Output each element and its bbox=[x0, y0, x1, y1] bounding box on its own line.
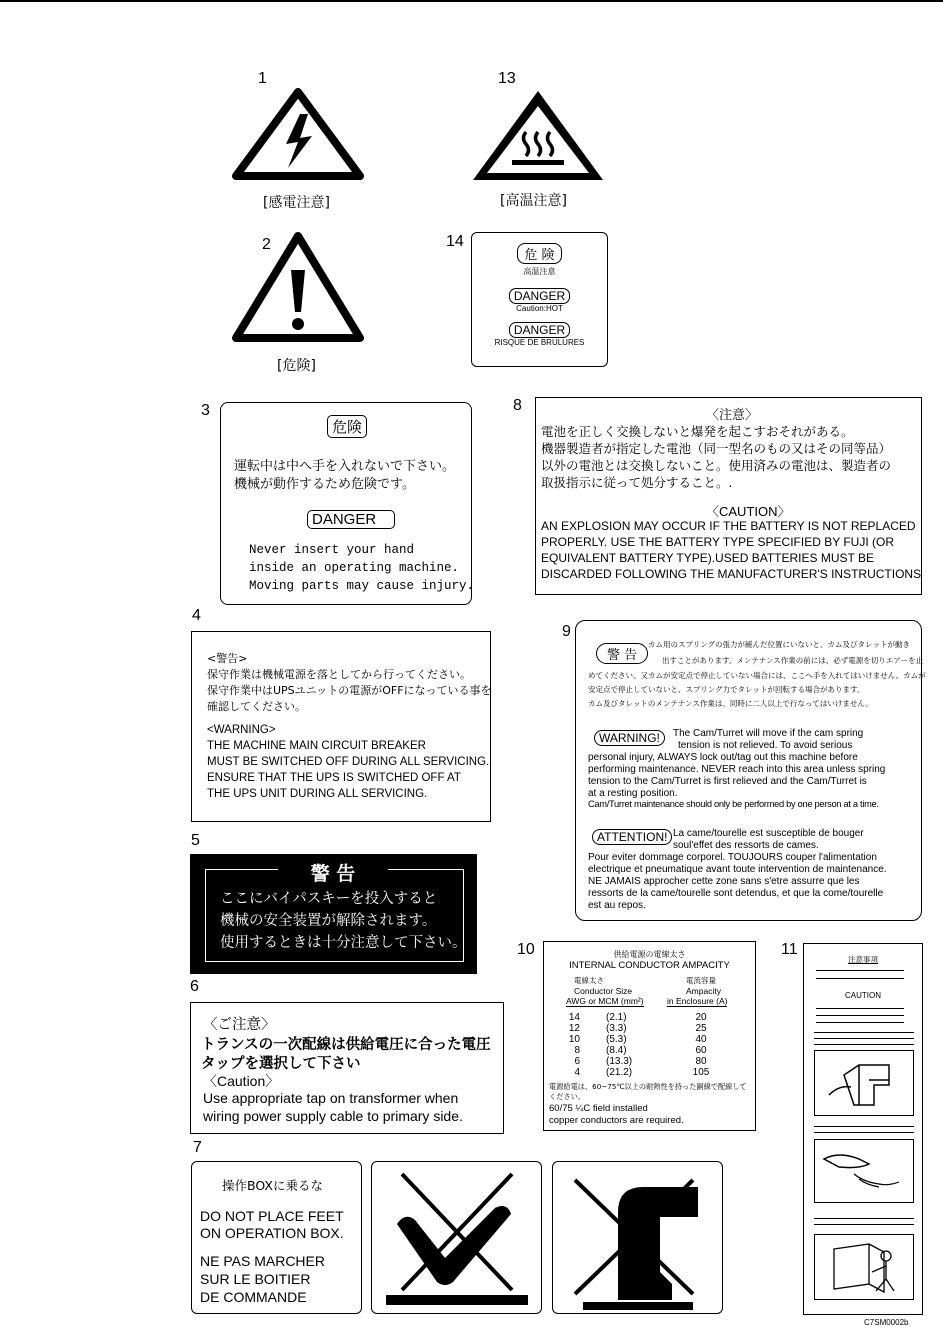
ups-warning-ja-title: <警告> bbox=[207, 652, 248, 665]
warning-badge: WARNING! bbox=[594, 730, 665, 746]
label-number-5: 5 bbox=[191, 832, 200, 849]
ampacity-awg: 6 bbox=[574, 1056, 580, 1067]
label-number-4: 4 bbox=[192, 607, 201, 624]
ampacity-awg: 10 bbox=[568, 1034, 580, 1045]
cam-warn-5: tension to the Cam/Turret is first relieved and the Cam/Turret is bbox=[588, 776, 867, 787]
cam-att-2: soul'effet des ressorts de cames. bbox=[673, 840, 819, 851]
col2-en1: Ampacity bbox=[686, 986, 721, 996]
transformer-en-2: wiring power supply cable to primary side. bbox=[203, 1108, 463, 1124]
battery-caution-ja-title: 〈注意〉 bbox=[706, 408, 759, 423]
label-5-bypass-key-warning bbox=[190, 854, 477, 974]
cam-ja-4: 安定点で停止していないと、スプリング力でタレットが回転する場合があります。 bbox=[588, 685, 865, 694]
label-14-danger-hot bbox=[471, 232, 608, 367]
label-8-battery-caution bbox=[535, 397, 922, 595]
ampacity-row bbox=[544, 1034, 755, 1045]
no-hand-on-box-icon bbox=[372, 1162, 541, 1313]
label-number-8: 8 bbox=[513, 397, 522, 414]
ampacity-amps: 60 bbox=[695, 1045, 707, 1056]
ampacity-note-ja-1: 電源給電は、60~75℃以上の耐熱性を持った銅線で配線して bbox=[549, 1082, 747, 1091]
ampacity-title-en: INTERNAL CONDUCTOR AMPACITY bbox=[569, 960, 730, 971]
cam-ja-3: めてください。又カムが安定点で停止していない場合には、ここへ手を入れてはいけません。カムが bbox=[588, 671, 926, 680]
ampacity-mm2: (2.1) bbox=[606, 1012, 627, 1023]
ampacity-mm2: (5.3) bbox=[606, 1034, 627, 1045]
cam-att-6: ressorts de la came/tourelle sont detendus, et que la come/tourelle bbox=[588, 888, 884, 899]
label-number-13: 13 bbox=[498, 70, 516, 87]
transformer-ja-2: タップを選択して下さい bbox=[201, 1056, 361, 1072]
do-not-step-en-1: DO NOT PLACE FEET bbox=[200, 1208, 344, 1224]
col1-ja: 電線太さ bbox=[574, 976, 604, 985]
hand-warning-en-2: inside an operating machine. bbox=[249, 561, 460, 575]
transformer-ja-1: トランスの一次配線は供給電圧に合った電圧 bbox=[201, 1037, 491, 1053]
caution-hot-text: Caution:HOT bbox=[516, 304, 563, 313]
transformer-en-1: Use appropriate tap on transformer when bbox=[203, 1090, 459, 1106]
ampacity-table bbox=[544, 1012, 755, 1078]
ampacity-mm2: (21.2) bbox=[606, 1067, 633, 1078]
ampacity-note-ja-2: ください。 bbox=[549, 1092, 585, 1101]
no-foot-on-box-icon bbox=[553, 1162, 722, 1313]
label-10-conductor-ampacity bbox=[543, 941, 756, 1131]
ampacity-awg: 14 bbox=[568, 1012, 580, 1023]
cam-att-3: Pour eviter dommage corporel. TOUJOURS couper l'alimentation bbox=[588, 852, 877, 863]
hand-warning-ja-1: 運転中は中へ手を入れないで下さい。 bbox=[234, 459, 456, 474]
figure-code: C7SM0002b bbox=[864, 1318, 909, 1327]
col2-ja: 電流容量 bbox=[686, 976, 716, 985]
do-not-step-fr-1: NE PAS MARCHER bbox=[200, 1253, 325, 1269]
kiken-badge: 危 険 bbox=[517, 243, 561, 264]
ampacity-amps: 25 bbox=[695, 1023, 707, 1034]
battery-caution-en-title: 〈CAUTION〉 bbox=[706, 504, 791, 519]
ampacity-mm2: (3.3) bbox=[606, 1023, 627, 1034]
top-rule bbox=[0, 0, 943, 2]
battery-en-4: DISCARDED FOLLOWING THE MANUFACTURER'S INSTRUCTIONS bbox=[541, 567, 922, 581]
col1-en1: Conductor Size bbox=[574, 986, 633, 996]
ups-warning-en-3: ENSURE THAT THE UPS IS SWITCHED OFF AT bbox=[207, 772, 461, 784]
hand-warning-en-1: Never insert your hand bbox=[249, 543, 415, 557]
ups-warning-ja-1: 保守作業は機械電源を落としてから行ってください。 bbox=[207, 668, 471, 681]
label-4-ups-warning bbox=[191, 631, 491, 822]
battery-en-3: EQUIVALENT BATTERY TYPE).USED BATTERIES MUST BE bbox=[541, 551, 874, 565]
cam-warn-7: Cam/Turret maintenance should only be performed by one person at a time. bbox=[588, 799, 879, 809]
hand-pinch-pictogram-icon bbox=[814, 1050, 914, 1116]
bypass-warning-title: 警 告 bbox=[278, 859, 388, 886]
label-number-2: 2 bbox=[262, 236, 271, 253]
label-9-cam-turret-warning bbox=[575, 620, 926, 921]
danger-badge-2: DANGER bbox=[509, 322, 570, 338]
label-caption-2: [危険] bbox=[277, 358, 316, 374]
label-number-10: 10 bbox=[517, 941, 535, 958]
cam-warn-1: The Cam/Turret will move if the cam spring bbox=[673, 728, 864, 739]
cam-warn-6: at a resting position. bbox=[588, 788, 678, 799]
electric-shock-warning-icon bbox=[232, 88, 364, 180]
hand-cable-pictogram-icon bbox=[814, 1139, 914, 1203]
kiken-badge: 危険 bbox=[327, 415, 367, 438]
ampacity-amps: 20 bbox=[695, 1012, 707, 1023]
ampacity-mm2: (13.3) bbox=[606, 1056, 633, 1067]
label-caption-1: [感電注意] bbox=[263, 195, 330, 211]
ampacity-row bbox=[544, 1056, 755, 1067]
cam-warn-2: tension is not relieved. To avoid serious bbox=[678, 740, 853, 751]
keikoku-badge: 警 告 bbox=[596, 643, 648, 664]
ups-warning-ja-2: 保守作業中はUPSユニットの電源がOFFになっている事を bbox=[207, 684, 492, 697]
cam-att-5: NE JAMAIS approcher cette zone sans s'etre assurre que les bbox=[588, 876, 860, 887]
ampacity-awg: 8 bbox=[574, 1045, 580, 1056]
label-number-3: 3 bbox=[201, 402, 210, 419]
battery-ja-3: 以外の電池とは交換しないこと。使用済みの電池は、製造者の bbox=[541, 458, 892, 473]
ampacity-awg: 4 bbox=[574, 1067, 580, 1078]
hot-surface-warning-icon bbox=[470, 88, 606, 184]
transformer-caution-ja-title: 〈ご注意〉 bbox=[203, 1017, 276, 1033]
ups-warning-en-2: MUST BE SWITCHED OFF DURING ALL SERVICING. bbox=[207, 756, 490, 768]
label-number-14: 14 bbox=[446, 233, 464, 250]
label-3-hand-danger bbox=[220, 402, 475, 605]
ampacity-row bbox=[544, 1012, 755, 1023]
risque-text: RISQUE DE BRULURES bbox=[494, 338, 585, 347]
ampacity-row bbox=[544, 1067, 755, 1078]
battery-ja-4: 取扱指示に従って処分すること。. bbox=[541, 475, 733, 490]
col2-en2: in Enclosure (A) bbox=[667, 996, 728, 1006]
do-not-step-en-2: ON OPERATION BOX. bbox=[200, 1225, 344, 1241]
ampacity-awg: 12 bbox=[568, 1023, 580, 1034]
label-7-do-not-step-text bbox=[191, 1161, 362, 1314]
label-7-no-foot-pictogram bbox=[552, 1161, 723, 1314]
ampacity-note-en-2: copper conductors are required. bbox=[549, 1115, 684, 1126]
danger-badge-1: DANGER bbox=[509, 288, 570, 304]
cam-att-1: La came/tourelle est susceptible de bouger bbox=[673, 828, 864, 839]
label-number-6: 6 bbox=[190, 978, 199, 995]
hand-warning-ja-2: 機械が動作するため危険です。 bbox=[234, 477, 415, 492]
cam-warn-4: performing maintenance. NEVER reach into this area unless spring bbox=[588, 764, 886, 775]
label-number-1: 1 bbox=[258, 70, 267, 87]
machine-access-pictogram-icon bbox=[814, 1234, 914, 1300]
ampacity-row bbox=[544, 1023, 755, 1034]
label-caption-13: [高温注意] bbox=[500, 193, 567, 209]
ampacity-note-en-1: 60/75 ¼C field installed bbox=[549, 1103, 648, 1114]
hand-warning-en-3: Moving parts may cause injury. bbox=[249, 579, 475, 593]
danger-exclamation-icon bbox=[232, 232, 364, 344]
battery-en-2: PROPERLY. USE THE BATTERY TYPE SPECIFIED BY FUJI (OR bbox=[541, 535, 894, 549]
cam-att-4: electrique et pneumatique avant toute intervention de maintenance. bbox=[588, 864, 887, 875]
ampacity-amps: 105 bbox=[692, 1067, 710, 1078]
cam-ja-1: カム用のスプリングの張力が緩んだ位置にいないと、カム及びタレットが動き bbox=[648, 640, 910, 649]
do-not-step-fr-3: DE COMMANDE bbox=[200, 1289, 307, 1305]
battery-ja-2: 機器製造者が指定した電池（同一型名のもの又はその同等品） bbox=[541, 441, 892, 456]
do-not-step-ja: 操作BOXに乗るな bbox=[222, 1178, 323, 1193]
bypass-line-2: 機械の安全装置が解除されます。 bbox=[220, 913, 437, 929]
ups-warning-en-title: <WARNING> bbox=[207, 724, 276, 736]
label-11-caution-pictograms bbox=[803, 943, 923, 1315]
ampacity-amps: 80 bbox=[695, 1056, 707, 1067]
label-number-11: 11 bbox=[781, 941, 798, 958]
ups-warning-en-1: THE MACHINE MAIN CIRCUIT BREAKER bbox=[207, 740, 426, 752]
cam-ja-2: 出すことがあります。メンテナンス作業の前には、必ず電源を切りエアーを止 bbox=[662, 656, 924, 665]
do-not-step-fr-2: SUR LE BOITIER bbox=[200, 1271, 311, 1287]
cam-att-7: est au repos. bbox=[588, 900, 646, 911]
attention-badge: ATTENTION! bbox=[592, 829, 672, 845]
bypass-line-3: 使用するときは十分注意して下さい。 bbox=[220, 935, 467, 951]
label-number-9: 9 bbox=[562, 623, 571, 640]
col1-en2: AWG or MCM (mm²) bbox=[566, 996, 644, 1006]
bypass-line-1: ここにバイパスキーを投入すると bbox=[220, 891, 438, 907]
label-6-transformer-caution bbox=[190, 1002, 504, 1134]
ampacity-title-ja: 供給電源の電線太さ bbox=[613, 950, 686, 959]
ampacity-amps: 40 bbox=[695, 1034, 707, 1045]
ampacity-row bbox=[544, 1045, 755, 1056]
cam-warn-3: personal injury, ALWAYS lock out/tag out this machine before bbox=[588, 752, 858, 763]
ups-warning-en-4: THE UPS UNIT DURING ALL SERVICING. bbox=[207, 788, 428, 800]
label-7-no-hand-pictogram bbox=[371, 1161, 542, 1314]
battery-ja-1: 電池を正しく交換しないと爆発を起こすおそれがある。 bbox=[541, 424, 854, 439]
battery-en-1: AN EXPLOSION MAY OCCUR IF THE BATTERY IS NOT REPLACED bbox=[541, 519, 916, 533]
cam-ja-5: カム及びタレットのメンテナンス作業は、同時に二人以上で行なってはいけません。 bbox=[588, 699, 873, 708]
danger-badge: DANGER bbox=[307, 510, 395, 529]
caution-text: CAUTION bbox=[845, 991, 881, 1000]
label-number-7: 7 bbox=[193, 1139, 202, 1156]
ampacity-mm2: (8.4) bbox=[606, 1045, 627, 1056]
transformer-en-title: 〈Caution〉 bbox=[203, 1073, 280, 1089]
ups-warning-ja-3: 確認してください。 bbox=[207, 700, 306, 713]
hot-caution-ja: 高温注意 bbox=[523, 267, 556, 276]
caution-items-title: 注意事項 bbox=[848, 955, 878, 964]
